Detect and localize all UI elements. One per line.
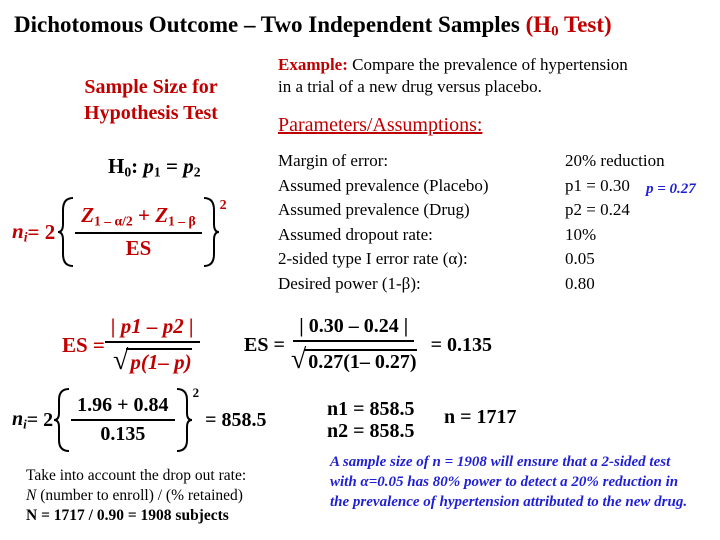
group-n1: n1 = 858.5 [327, 398, 415, 420]
formula-fraction: $\frac{Z_{1 - \alpha/2} + Z_{1 - \beta}}{ES}$ [75, 203, 201, 260]
parameters-table [278, 149, 665, 296]
formula-lhs: $n_i$ [12, 218, 28, 245]
null-hypothesis: $H_0$: $p_1 = p_2$ [108, 154, 201, 180]
title-main: Dichotomous Outcome – Two Independent Samples [14, 12, 526, 37]
param-label: Assumed prevalence (Drug) [278, 200, 470, 219]
param-value: p2 = 0.24 [565, 200, 630, 219]
group-n2: n2 = 858.5 [327, 420, 415, 442]
sample-size-heading: Sample Size for Hypothesis Test [84, 76, 218, 124]
pooled-p-note: p = 0.27 [646, 181, 696, 197]
example-text-line1: Compare the prevalence of hypertension [352, 55, 628, 74]
param-label: Assumed dropout rate: [278, 224, 433, 244]
title-test: ($H_0$ Test) [525, 12, 612, 40]
sample-size-formula: $n_i$ = 2 $\frac{Z_{1 - \alpha/2} + Z_{1 - \beta}}{ES}$ 2 [12, 196, 227, 268]
param-row [278, 247, 665, 272]
total-sample-size: n = 1717 [444, 406, 517, 428]
effect-size-formula: ES = $\frac{| p1 - p2 |}{√p(1- p)}$ [62, 310, 200, 380]
conclusion-note: A sample size of n = 1908 will ensure that a 2-sided test with α=0.05 has 80% power to detect a 20% reduction in the prevalence of hypertension attributed to the new drug. [330, 454, 688, 510]
param-label: 2-sided type I error rate (α): [278, 249, 468, 268]
param-label: Margin of error: [278, 151, 389, 170]
param-value: 0.05 [565, 249, 595, 268]
param-row [278, 149, 665, 174]
right-brace [202, 196, 220, 268]
example-text-line2: in a trial of a new drug versus placebo. [278, 77, 542, 96]
formula-exponent: 2 [219, 198, 227, 213]
page-title [14, 12, 612, 41]
example-label: Example: [278, 55, 348, 74]
right-brace [175, 387, 193, 453]
left-brace [57, 196, 75, 268]
param-value: 0.80 [565, 273, 595, 293]
param-row [278, 198, 665, 223]
left-brace [53, 387, 71, 453]
param-value: p1 = 0.30 [565, 175, 630, 195]
param-value: 20% reduction [565, 151, 665, 170]
dropout-note: Take into account the drop out rate: N (number to enroll) / (% retained) N = 1717 / 0.90 = 1908 subjects [26, 467, 247, 524]
param-row [278, 174, 665, 199]
group-sizes [327, 398, 415, 442]
param-label: Assumed prevalence (Placebo) [278, 175, 489, 195]
param-row [278, 223, 665, 248]
param-label: Desired power (1-β): [278, 273, 421, 293]
param-value: 10% [565, 224, 597, 244]
effect-size-calculation: ES = $\frac{| 0.30 - 0.24 |}{√ 0.27(1- 0.27)}$ = 0.135 [244, 314, 492, 375]
param-row [278, 272, 665, 297]
example-block [278, 54, 628, 98]
parameters-heading: Parameters/Assumptions: [278, 114, 483, 136]
sample-size-calculation: $n_i$ = 2 $\frac{1.96 + 0.84}{0.135}$ 2 = 858.5 [12, 385, 266, 455]
